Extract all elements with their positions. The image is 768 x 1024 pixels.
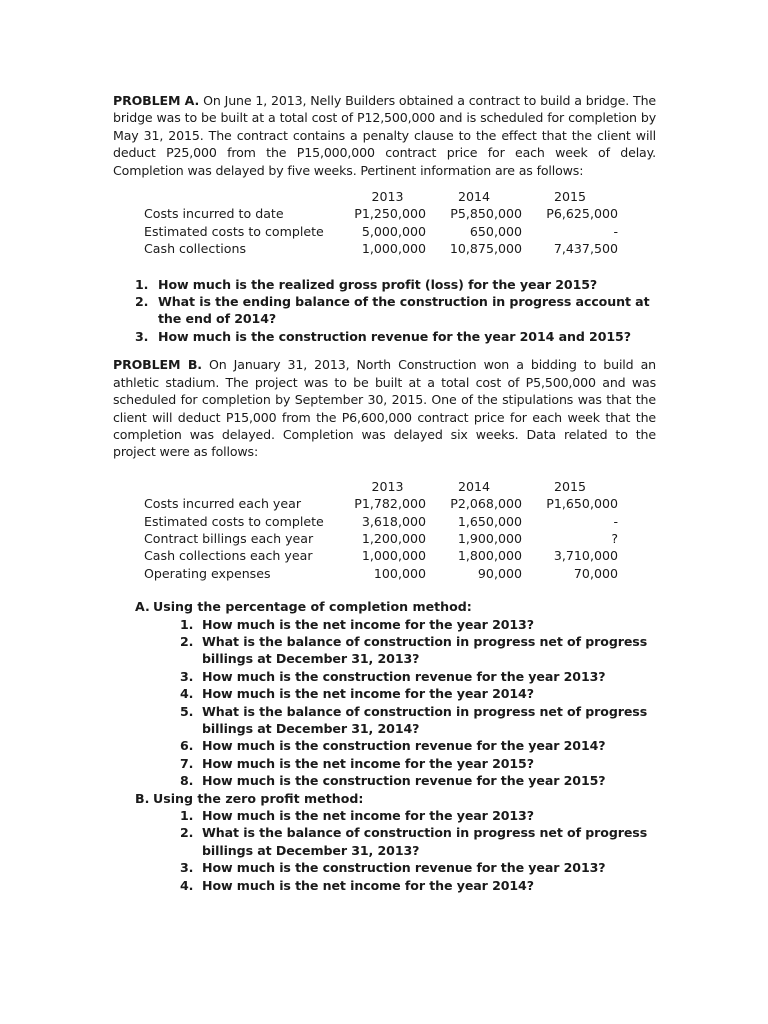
problem-a-table [144, 188, 618, 258]
table-row [144, 547, 618, 564]
table-row [144, 530, 618, 547]
cell-value: 7,437,500 [553, 241, 618, 257]
year-header: 2013 [371, 189, 404, 205]
problem-a-questions [113, 276, 656, 346]
row-label: Cash collections [144, 241, 247, 257]
row-label: Operating expenses [144, 565, 271, 581]
list-item: 1. How much is the realized gross profit (loss) for the year 2015? [135, 276, 598, 292]
cell-value: 3,618,000 [361, 513, 426, 529]
year-header: 2015 [553, 189, 587, 205]
cell-value: 1,000,000 [361, 548, 426, 564]
cell-value: 5,000,000 [361, 223, 426, 239]
cell-value: 3,710,000 [553, 548, 618, 564]
row-label: Costs incurred each year [144, 496, 302, 512]
cell-value: P2,068,000 [450, 496, 522, 512]
list-item: 5. What is the balance of construction in progress net of progress billings at December 31, 2014? [180, 703, 648, 736]
cell-value: - [613, 223, 618, 239]
cell-value: P1,782,000 [354, 496, 426, 512]
cell-value: 100,000 [373, 565, 426, 581]
cell-value: - [613, 513, 618, 529]
list-item: 6. How much is the construction revenue for the year 2014? [180, 738, 606, 754]
cell-value: P6,625,000 [546, 206, 618, 222]
section-b-questions [113, 807, 656, 894]
list-item: 2. What is the ending balance of the construction in progress account at the end of 2014? [135, 294, 650, 327]
cell-value: 650,000 [469, 223, 522, 239]
cell-value: 1,800,000 [457, 548, 522, 564]
list-item: 2. What is the balance of construction in progress net of progress billings at December 31, 2013? [180, 825, 648, 858]
cell-value: P1,650,000 [546, 496, 618, 512]
cell-value: 10,875,000 [449, 241, 522, 257]
list-item: 3. How much is the construction revenue for the year 2013? [180, 860, 606, 876]
cell-value: P1,250,000 [354, 206, 426, 222]
problem-b-label: PROBLEM B. [113, 357, 202, 373]
table-row [144, 205, 618, 222]
cell-value: ? [611, 530, 618, 546]
section-a-heading: A. Using the percentage of completion method: [135, 599, 472, 615]
list-item: 3. How much is the construction revenue for the year 2014 and 2015? [135, 328, 631, 344]
table-row [144, 513, 618, 530]
row-label: Estimated costs to complete [144, 223, 324, 239]
table-row [144, 495, 618, 512]
table-header-row [144, 478, 618, 495]
list-item: 3. How much is the construction revenue for the year 2013? [180, 668, 606, 684]
table-header-row [144, 188, 618, 205]
cell-value: 90,000 [477, 565, 522, 581]
table-row [144, 223, 618, 240]
cell-value: 1,000,000 [361, 241, 426, 257]
cell-value: 1,650,000 [457, 513, 522, 529]
row-label: Estimated costs to complete [144, 513, 324, 529]
problem-a-paragraph [113, 92, 656, 179]
list-item: 2. What is the balance of construction in progress net of progress billings at December 31, 2013? [180, 633, 648, 667]
row-label: Cash collections each year [144, 548, 313, 564]
year-header: 2014 [457, 189, 491, 205]
row-label: Costs incurred to date [144, 206, 284, 222]
document-page [113, 92, 656, 894]
problem-a-text: On June 1, 2013, Nelly Builders obtained a contract to build a bridge. The bridge was to be built at a total cost of P12,500,000 and is scheduled for completion by May 31, 2015. The contract contains a penalty clause to the effect that the client will deduct P25,000 from the P15,000,000 contract price for each week of delay. Completion was delayed by five weeks. Pertinent information are as follows: [113, 93, 657, 178]
list-item: 1. How much is the net income for the year 2013? [180, 616, 534, 632]
list-item: 4. How much is the net income for the year 2014? [180, 686, 534, 702]
problem-b-table [144, 478, 618, 582]
year-header: 2014 [457, 478, 491, 494]
problem-b-text: On January 31, 2013, North Construction won a bidding to build an athletic stadium. The project was to be built at a total cost of P5,500,000 and was scheduled for completion by September 30, 2015. One of the stipulations was that the client will deduct P15,000 from the P6,600,000 contract price for each week that the completion was delayed. Completion was delayed six weeks. Data related to the project were as follows: [113, 357, 656, 460]
list-item: 4. How much is the net income for the year 2014? [180, 877, 534, 893]
row-label: Contract billings each year [144, 530, 314, 546]
cell-value: 1,900,000 [457, 530, 522, 546]
cell-value: 70,000 [573, 565, 618, 581]
list-item: 1. How much is the net income for the year 2013? [180, 808, 534, 824]
cell-value: P5,850,000 [450, 206, 522, 222]
problem-b-paragraph [113, 356, 656, 460]
section-b-heading: B. Using the zero profit method: [135, 790, 364, 806]
table-row [144, 240, 618, 257]
year-header: 2015 [553, 478, 587, 494]
table-row [144, 565, 618, 582]
year-header: 2013 [371, 478, 404, 494]
list-item: 8. How much is the construction revenue for the year 2015? [180, 773, 606, 789]
cell-value: 1,200,000 [361, 530, 426, 546]
list-item: 7. How much is the net income for the year 2015? [180, 755, 534, 771]
problem-a-label: PROBLEM A. [113, 93, 200, 108]
section-a-questions [113, 616, 656, 790]
